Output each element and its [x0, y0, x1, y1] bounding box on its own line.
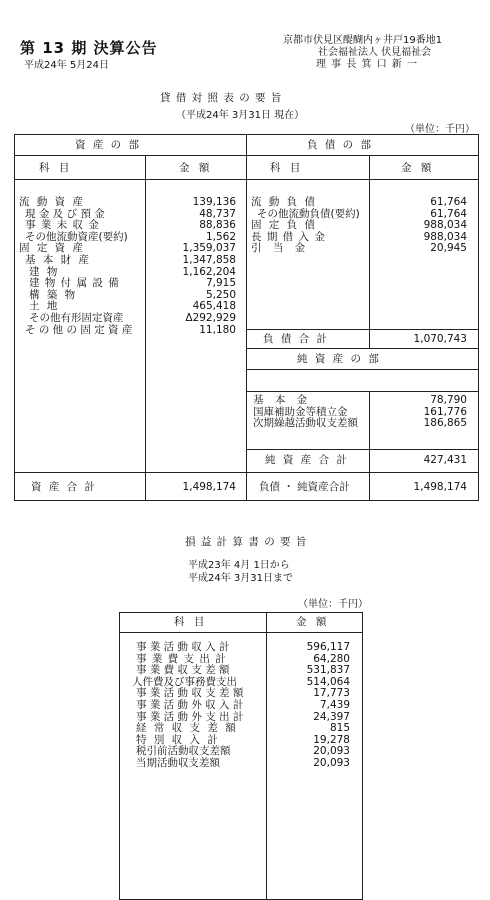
divider [120, 632, 362, 633]
liabilities-header: 負 債 の 部 [307, 139, 374, 151]
liability-label: 長 期 借 入 金 [251, 230, 326, 243]
income-statement-unit: （単位：千円） [298, 599, 368, 610]
org-name: 社会福祉法人 伏見福祉会 [318, 47, 432, 58]
divider [247, 391, 478, 392]
net-assets-labels [253, 395, 367, 430]
asset-label: その他有形固定資産 [29, 311, 124, 324]
net-asset-label: 次期繰越活動収支差額 [253, 417, 358, 430]
income-value: 7,439 [319, 698, 350, 711]
period-to: 平成24年 3月31日まで [188, 573, 293, 584]
divider [15, 472, 246, 473]
asset-value: 1,359,037 [182, 242, 236, 255]
income-value: 20,093 [313, 756, 350, 769]
income-label: 事 業 活 動 収 入 計 [136, 641, 230, 653]
liabilities-total-value: 1,070,743 [413, 333, 467, 345]
asset-value: 465,418 [192, 300, 236, 313]
liabilities-total-label: 負 債 合 計 [263, 333, 330, 345]
income-value: 64,280 [313, 652, 350, 665]
net-asset-value: 161,776 [423, 405, 467, 418]
asset-label: 基 本 財 産 [25, 253, 92, 266]
net-asset-value: 78,790 [430, 394, 467, 406]
liab-net-total-value: 1,498,174 [413, 481, 467, 493]
income-label: 当期活動収支差額 [136, 756, 220, 769]
asset-value: 5,250 [205, 288, 236, 301]
liabilities-col-item: 科 目 [270, 162, 304, 174]
asset-label: そ の 他 の 固 定 資 産 [25, 323, 133, 336]
assets-labels [19, 197, 143, 336]
liability-value: 988,034 [423, 219, 467, 232]
income-value: 20,093 [313, 745, 350, 758]
divider [247, 348, 478, 349]
asset-label: 固 定 資 産 [19, 242, 86, 255]
net-asset-value: 186,865 [423, 417, 467, 430]
income-label: 特 別 収 入 計 [136, 733, 220, 746]
balance-sheet-table [14, 134, 479, 501]
assets-total-value: 1,498,174 [182, 481, 236, 493]
divider [266, 613, 267, 899]
asset-value: Δ292,929 [185, 311, 236, 324]
asset-value: 139,136 [192, 196, 236, 208]
income-value: 815 [329, 722, 350, 735]
income-value: 17,773 [313, 687, 350, 700]
income-value: 596,117 [306, 641, 350, 653]
divider [247, 472, 478, 473]
asset-label: 建 物 [29, 265, 60, 278]
representative: 理 事 長 箕 口 新 一 [316, 59, 419, 70]
income-label: 事 業 活 動 収 支 差 額 [136, 687, 244, 700]
income-statement-table [119, 612, 363, 900]
net-asset-label: 国庫補助金等積立金 [253, 405, 348, 418]
divider [369, 391, 370, 500]
asset-value: 7,915 [205, 277, 236, 290]
balance-sheet-title: 貸 借 対 照 表 の 要 旨 [160, 92, 283, 104]
asset-label: 事 業 未 収 金 [25, 219, 100, 232]
asset-value: 48,737 [199, 207, 236, 220]
liability-value: 61,764 [430, 207, 467, 220]
period-from: 平成23年 4月 1日から [188, 560, 290, 571]
net-assets-header: 純 資 産 の 部 [297, 353, 381, 365]
divider [15, 179, 478, 180]
assets-total-label: 資 産 合 計 [31, 481, 98, 493]
asset-value: 88,836 [199, 219, 236, 232]
income-label: 事 業 費 支 出 計 [136, 652, 227, 665]
liability-label: その他流動負債(要約) [257, 207, 360, 220]
net-asset-label: 基 本 金 [253, 394, 312, 406]
assets-header: 資 産 の 部 [75, 139, 142, 151]
income-value: 531,837 [306, 664, 350, 677]
liabilities-col-amount: 金 額 [401, 162, 435, 174]
income-statement-title: 損 益 計 算 書 の 要 旨 [185, 536, 308, 548]
asset-label: 建 物 付 属 設 備 [29, 277, 120, 290]
divider [247, 449, 478, 450]
divider [246, 135, 247, 500]
balance-sheet-date: （平成24年 3月31日 現在） [176, 110, 305, 121]
asset-value: 1,347,858 [182, 253, 236, 266]
income-label: 人件費及び事務費支出 [132, 675, 237, 688]
liability-label: 引 当 金 [251, 242, 310, 255]
liability-value: 20,945 [430, 242, 467, 255]
net-total-label: 純 資 産 合 計 [265, 454, 349, 466]
income-values [270, 642, 350, 770]
income-label: 事 業 費 収 支 差 額 [136, 664, 230, 677]
liabilities-labels [251, 197, 367, 255]
balance-sheet-unit: （単位：千円） [405, 124, 475, 135]
income-value: 24,397 [313, 710, 350, 723]
income-col-amount: 金 額 [296, 616, 330, 628]
asset-label: 現 金 及 び 預 金 [25, 207, 105, 220]
liability-value: 61,764 [430, 196, 467, 208]
income-labels [132, 641, 264, 770]
org-address: 京都市伏見区醍醐内ヶ井戸19番地1 [283, 35, 443, 46]
liability-label: 固 定 負 債 [251, 219, 318, 232]
divider [369, 155, 370, 348]
divider [247, 369, 478, 370]
liability-value: 988,034 [423, 230, 467, 243]
income-label: 税引前活動収支差額 [136, 745, 231, 758]
net-assets-values [373, 395, 467, 430]
divider [247, 329, 478, 330]
asset-value: 1,162,204 [182, 265, 236, 278]
asset-label: 流 動 資 産 [19, 196, 86, 208]
income-col-item: 科 目 [174, 616, 208, 628]
liabilities-values [373, 197, 467, 255]
income-value: 514,064 [306, 675, 350, 688]
notice-title: 第 13 期 決算公告 [20, 39, 158, 57]
asset-value: 11,180 [199, 323, 236, 336]
divider [145, 155, 146, 500]
asset-label: 土 地 [29, 300, 60, 313]
asset-label: その他流動資産(要約) [25, 230, 128, 243]
income-value: 19,278 [313, 733, 350, 746]
asset-label: 構 築 物 [29, 288, 78, 301]
notice-date: 平成24年 5月24日 [24, 60, 109, 71]
assets-values [149, 197, 236, 336]
income-label: 経 常 収 支 差 額 [136, 722, 238, 735]
divider [15, 155, 478, 156]
assets-col-amount: 金 額 [179, 162, 213, 174]
net-total-value: 427,431 [423, 454, 467, 466]
liability-label: 流 動 負 債 [251, 196, 318, 208]
liab-net-total-label: 負債 ・ 純資産合計 [259, 481, 350, 493]
income-label: 事 業 活 動 外 収 入 計 [136, 698, 244, 711]
income-label: 事 業 活 動 外 支 出 計 [136, 710, 244, 723]
asset-value: 1,562 [205, 230, 236, 243]
assets-col-item: 科 目 [39, 162, 73, 174]
